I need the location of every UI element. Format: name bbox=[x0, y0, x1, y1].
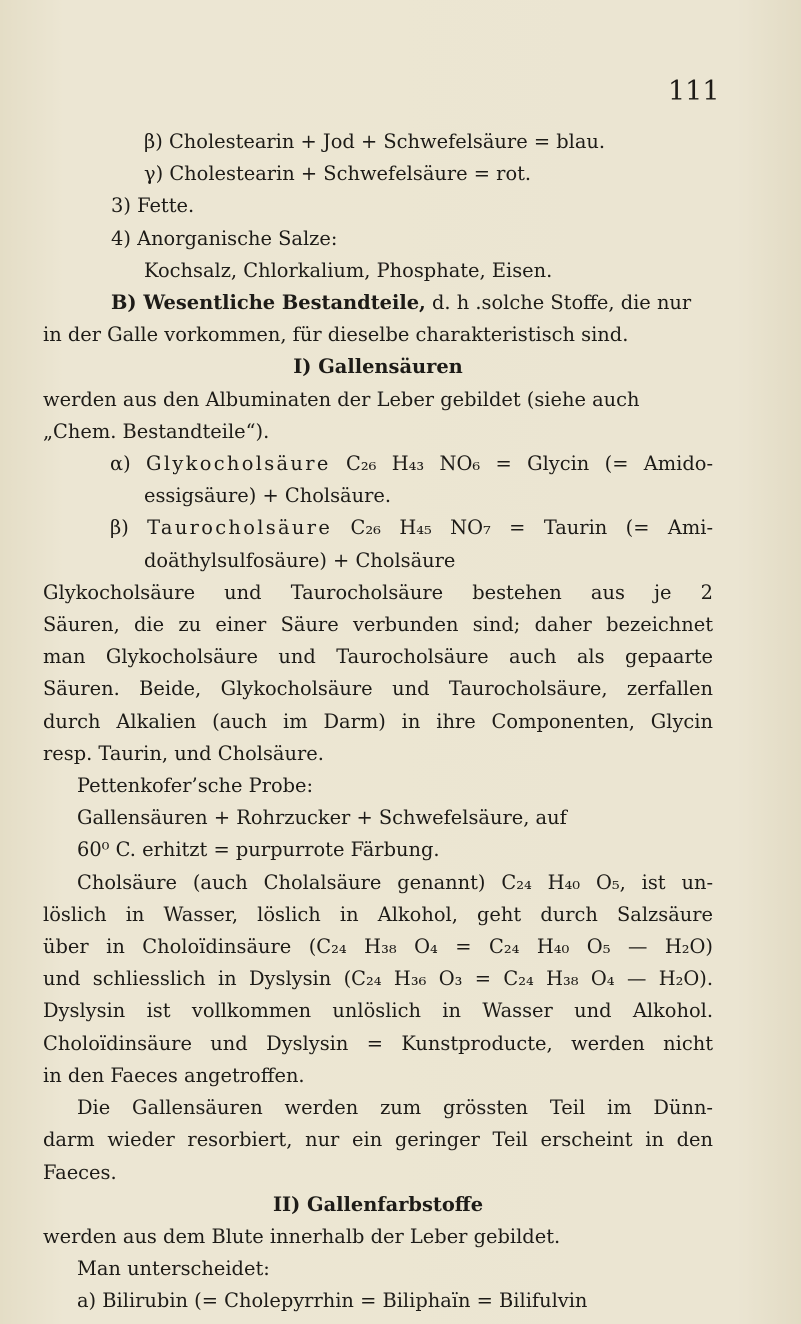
heading-wesentliche-bestandteile: B) Wesentliche Bestandteile, bbox=[111, 291, 426, 315]
line-taurin-cholsaeure: resp. Taurin, und Cholsäure. bbox=[43, 741, 324, 765]
line-gallensaeuren-probe: Gallensäuren + Rohrzucker + Schwefelsäure, auf bbox=[77, 806, 567, 830]
line-kunstproducte: Choloïdinsäure und Dyslysin = Kunstproducte, werden nicht bbox=[43, 1031, 713, 1055]
line-alkalien: durch Alkalien (auch im Darm) in ihre Componenten, Glycin bbox=[43, 709, 713, 733]
page-body bbox=[43, 126, 713, 1318]
line-bilirubin: a) Bilirubin (= Cholepyrrhin = Biliphaïn = Bilifulvin bbox=[77, 1289, 588, 1313]
heading-gallenfarbstoffe: II) Gallenfarbstoffe bbox=[272, 1192, 484, 1216]
line-cholsaeure: Cholsäure (auch Cholalsäure genannt) C₂₄ H₄₀ O₅, ist un- bbox=[77, 870, 713, 894]
line-faeces-angetroffen: in den Faeces angetroffen. bbox=[43, 1063, 305, 1087]
line-kochsalz: Kochsalz, Chlorkalium, Phosphate, Eisen. bbox=[144, 258, 553, 282]
line-resorbiert-1: Die Gallensäuren werden zum grössten Teil im Dünn- bbox=[77, 1096, 713, 1120]
line-dyslysin-unloeslich: Dyslysin ist vollkommen unlöslich in Wasser und Alkohol. bbox=[43, 999, 713, 1023]
line-chem-bestandteile: „Chem. Bestandteile“). bbox=[43, 419, 270, 443]
line-albuminaten: werden aus den Albuminaten der Leber gebildet (siehe auch bbox=[43, 387, 640, 411]
line-purpurrote: 60⁰ C. erhitzt = purpurrote Färbung. bbox=[77, 838, 440, 862]
line-unterscheidet: Man unterscheidet: bbox=[77, 1257, 270, 1281]
line-fette: 3) Fette. bbox=[111, 194, 195, 218]
line-galle-vorkommen: in der Galle vorkommen, für dieselbe charakteristisch sind. bbox=[43, 323, 629, 347]
line-blute: werden aus dem Blute innerhalb der Leber gebildet. bbox=[43, 1224, 561, 1248]
line-choloidinsaeure: über in Choloïdinsäure (C₂₄ H₃₈ O₄ = C₂₄ H₄₀ O₅ — H₂O) bbox=[43, 935, 713, 959]
line-dyslysin-formel: und schliesslich in Dyslysin (C₂₄ H₃₆ O₃ = C₂₄ H₃₈ O₄ — H₂O). bbox=[43, 967, 713, 991]
item-glykocholsaeure: α) Glykocholsäure C₂₆ H₄₃ NO₆ = Glycin (= Amido-essigsäure) + Cholsäure. bbox=[110, 452, 714, 508]
item-taurocholsaeure: β) Taurocholsäure C₂₆ H₄₅ NO₇ = Taurin (= Ami-doäthylsulfosäure) + Cholsäure bbox=[110, 516, 713, 572]
heading-gallensaeuren: I) Gallensäuren bbox=[293, 355, 463, 379]
line-loeslich: löslich in Wasser, löslich in Alkohol, geht durch Salzsäure bbox=[43, 902, 713, 926]
paragraph-wesentliche-bestandteile: B) Wesentliche Bestandteile, d. h .solche Stoffe, die nur bbox=[111, 291, 692, 315]
line-cholestearin-jod: β) Cholestearin + Jod + Schwefelsäure = blau. bbox=[144, 130, 606, 153]
line-resorbiert-2: darm wieder resorbiert, nur ein geringer Teil erscheint in den bbox=[43, 1128, 713, 1152]
line-bestehen: Glykocholsäure und Taurocholsäure bestehen aus je 2 bbox=[43, 580, 713, 604]
line-cholestearin-schwefelsaeure: γ) Cholestearin + Schwefelsäure = rot. bbox=[144, 162, 532, 186]
line-pettenkofer: Pettenkofer’sche Probe: bbox=[77, 774, 314, 798]
page-number: 111 bbox=[668, 76, 720, 107]
line-zerfallen: Säuren. Beide, Glykocholsäure und Taurocholsäure, zerfallen bbox=[43, 677, 713, 701]
line-anorganische-salze: 4) Anorganische Salze: bbox=[111, 226, 338, 250]
line-faeces: Faeces. bbox=[43, 1160, 117, 1184]
line-gepaarte: man Glykocholsäure und Taurocholsäure auch als gepaarte bbox=[43, 645, 713, 669]
line-verbunden: Säuren, die zu einer Säure verbunden sind; daher bezeichnet bbox=[43, 613, 713, 637]
